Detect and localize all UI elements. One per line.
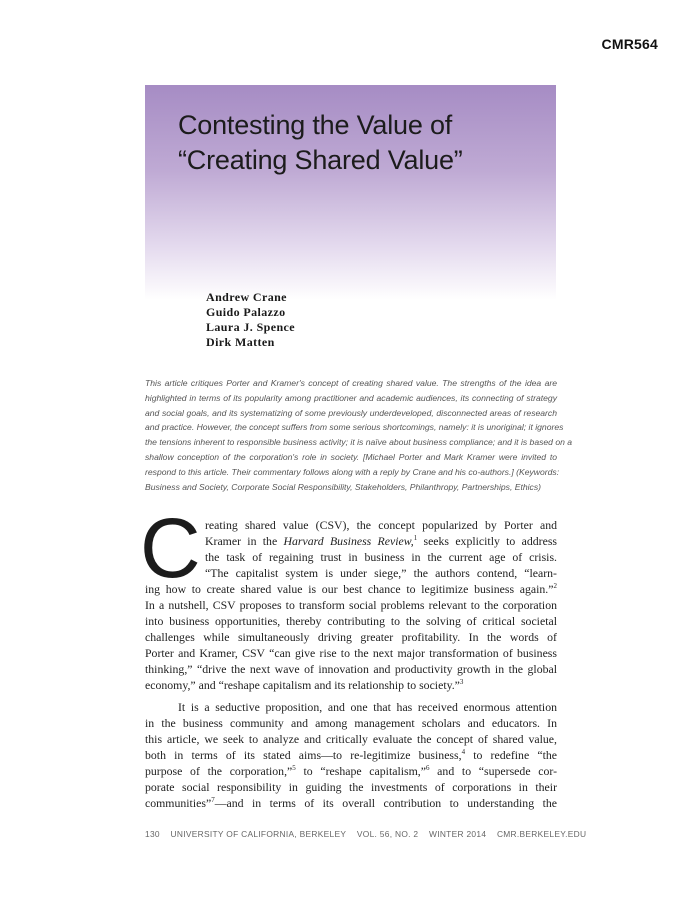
body-line: this article, we seek to analyze and critically evaluate the concept of shared value, (145, 732, 557, 746)
body-line: thinking,” “drive the next wave of innovation and productivity growth in the global (145, 662, 557, 676)
abstract-line: and practice. However, the concept suffers from some serious shortcomings, namely: it is unoriginal; it ignores (145, 422, 564, 433)
page-footer (145, 829, 594, 839)
article-title (178, 108, 548, 178)
author-name: Dirk Matten (206, 335, 275, 349)
body-line: In a nutshell, CSV proposes to transform social problems relevant to the corporation (145, 598, 557, 612)
footnote-ref: 7 (211, 796, 215, 804)
body-line: It is a seductive proposition, and one that has received enormous attention (178, 700, 557, 714)
footnote-ref: 4 (461, 748, 466, 756)
footnote-ref: 3 (459, 678, 464, 686)
title-line-2: “Creating Shared Value” (178, 145, 463, 175)
article-body (145, 517, 557, 811)
body-line: ing how to create shared value is our best chance to legitimize business again.”$^2$ (145, 582, 557, 596)
author-name: Guido Palazzo (206, 305, 286, 319)
document-code: CMR564 (601, 36, 658, 52)
body-line: Kramer in the Harvard Business Review,$^1$ seeks explicitly to address (205, 534, 558, 548)
journal-name: Harvard Business Review, (283, 534, 414, 548)
abstract-line: the tensions inherent to responsible business activity; it is naïve about business compliance; and it is based on a (145, 437, 573, 448)
abstract-line: shallow conception of the corporation's role in society. [Michael Porter and Mark Kramer were invited to (145, 451, 557, 462)
author-name: Laura J. Spence (206, 320, 296, 334)
abstract-line: This article critiques Porter and Kramer's concept of creating shared value. The strengths of the idea are (145, 378, 557, 388)
footer-issue: WINTER 2014 (429, 829, 487, 839)
abstract (145, 376, 573, 494)
abstract-line: respond to this article. Their commentary follows along with a reply by Crane and his co-authors.] (Keywords: (145, 466, 560, 477)
body-line: into business opportunities, thereby contributing to the solving of critical societal (145, 614, 557, 628)
body-line: communities”$^7$—and in terms of its overall contribution to understanding the (145, 796, 557, 810)
footer-volume: VOL. 56, NO. 2 (356, 829, 419, 839)
footnote-ref: 1 (413, 534, 418, 542)
author-list (206, 290, 295, 350)
body-line: “The capitalist system is under siege,” the authors contend, “learn- (205, 566, 557, 580)
body-line: challenges while simultaneously driving greater profitability. In the words of (145, 630, 557, 644)
footnote-ref: 5 (292, 764, 296, 772)
body-line: porate social responsibility in guiding the investments of corporations in their (145, 780, 557, 794)
footer-site: CMR.BERKELEY.EDU (496, 829, 587, 839)
body-line: reating shared value (CSV), the concept popularized by Porter and (205, 518, 557, 532)
body-line: both in terms of its stated aims—to re-legitimize business,$^4$ to redefine “the (145, 748, 558, 762)
drop-cap: C (140, 501, 201, 595)
footnote-ref: 6 (425, 764, 430, 772)
page-number: 130 (145, 829, 160, 839)
footnote-ref: 2 (553, 582, 557, 590)
body-line: purpose of the corporation,”$^5$ to “reshape capitalism,”$^6$ and to “supersede cor- (145, 764, 558, 778)
footer-institution: UNIVERSITY OF CALIFORNIA, BERKELEY (170, 829, 347, 839)
body-line: economy,” and “reshape capitalism and its relationship to society.”$^3$ (145, 678, 464, 692)
body-line: Porter and Kramer, CSV “can give rise to the next major transformation of business (145, 646, 557, 660)
abstract-line: and social goals, and its systematizing of some previously underdeveloped, disconnected areas of research (145, 407, 557, 418)
body-line: in the business community and among management scholars and educators. In (145, 716, 557, 730)
body-line: the task of regaining trust in business in the current age of crisis. (205, 550, 557, 564)
abstract-line: highlighted in terms of its popularity among practitioner and academic audiences, its connecting of strategy (145, 392, 557, 403)
abstract-line: Business and Society, Corporate Social Responsibility, Stakeholders, Philanthropy, Partnerships, Ethics) (145, 481, 541, 492)
author-name: Andrew Crane (206, 290, 287, 304)
title-line-1: Contesting the Value of (178, 110, 453, 140)
